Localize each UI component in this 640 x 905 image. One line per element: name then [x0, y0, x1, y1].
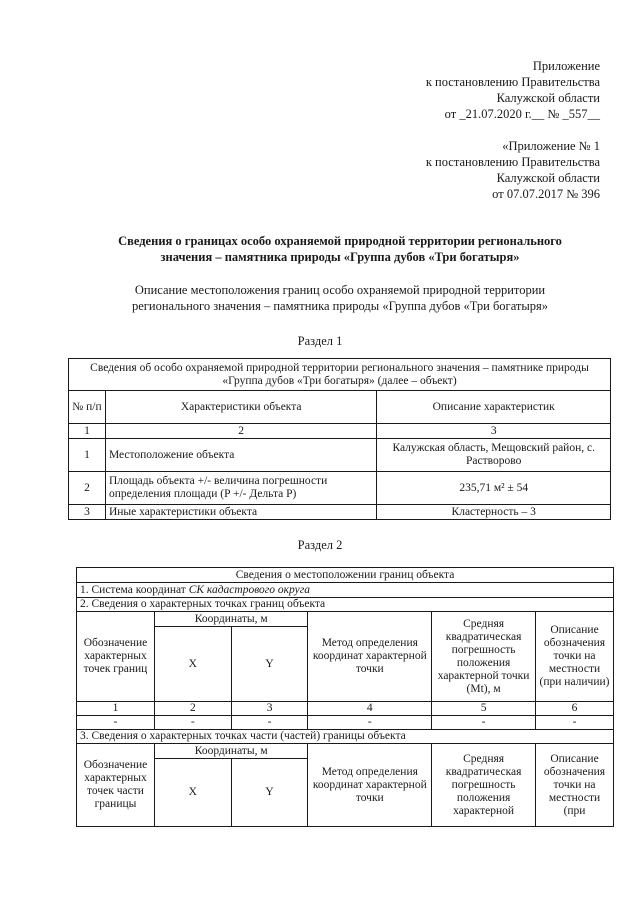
table-title: Сведения о местоположении границ объекта — [77, 568, 614, 583]
column-header: Координаты, м — [154, 744, 308, 759]
column-header: Y — [231, 627, 308, 702]
boundary-location-table — [76, 567, 614, 827]
table-row — [69, 439, 611, 472]
appendix-line: к постановлению Правительства — [425, 155, 600, 169]
section-1-label: Раздел 1 — [297, 334, 343, 348]
description-line: Описание местоположения границ особо охраняемой природной территории — [134, 283, 546, 297]
title-line: Сведения о границах особо охраняемой природной территории регионального — [118, 234, 562, 248]
coordinate-system-prefix: 1. Система координат — [80, 583, 189, 596]
column-header: Обозначение характерных точек части границы — [77, 744, 155, 827]
row-number: 3 — [69, 505, 106, 520]
appendix-date-number: от _21.07.2020 г.__ № _557__ — [444, 107, 600, 121]
document-title — [60, 233, 620, 265]
column-number: 5 — [432, 702, 536, 716]
column-header: Метод определения координат характерной точки — [308, 612, 432, 702]
part-points-section-title: 3. Сведения о характерных точках части (частей) границы объекта — [77, 730, 614, 744]
column-number: 2 — [105, 424, 376, 439]
coordinate-system-name: СК кадастрового округа — [188, 583, 310, 596]
column-header: Средняя квадратическая погрешность положения характерной — [432, 744, 536, 827]
object-info-table — [68, 358, 611, 520]
characteristic-value: Кластерность – 3 — [377, 505, 611, 520]
column-header: X — [154, 759, 231, 827]
column-header: Обозначение характерных точек границ — [77, 612, 155, 702]
row-number: 1 — [69, 439, 106, 472]
column-number: 4 — [308, 702, 432, 716]
column-number: 1 — [77, 702, 155, 716]
column-number: 6 — [536, 702, 614, 716]
appendix-line: Калужской области — [496, 171, 600, 185]
table-cell: - — [77, 716, 155, 730]
characteristic-value: Калужская область, Мещовский район, с. Растворово — [377, 439, 611, 472]
column-number: 1 — [69, 424, 106, 439]
table-cell: - — [536, 716, 614, 730]
section-2-label: Раздел 2 — [297, 538, 343, 552]
appendix-line: «Приложение № 1 — [502, 139, 600, 153]
column-header: Характеристики объекта — [105, 391, 376, 424]
table-row — [69, 505, 611, 520]
column-header: Средняя квадратическая погрешность положения характерной точки (Mt), м — [432, 612, 536, 702]
column-number: 3 — [231, 702, 308, 716]
points-section-title: 2. Сведения о характерных точках границ объекта — [77, 598, 614, 612]
row-number: 2 — [69, 472, 106, 505]
column-header: Координаты, м — [154, 612, 308, 627]
appendix-line: Приложение — [532, 59, 600, 73]
original-appendix-header — [426, 138, 600, 202]
table-title: Сведения об особо охраняемой природной территории регионального значения – памятнике природы «Группа дубов «Три богатыря» (далее – объект) — [69, 359, 611, 391]
characteristic-value: 235,71 м² ± 54 — [377, 472, 611, 505]
column-number: 2 — [154, 702, 231, 716]
column-header: № п/п — [69, 391, 106, 424]
column-header: Описание обозначения точки на местности (при наличии) — [536, 612, 614, 702]
appendix-line: Калужской области — [496, 91, 600, 105]
table-cell: - — [308, 716, 432, 730]
characteristic-name: Площадь объекта +/- величина погрешности определения площади (P +/- Дельта P) — [105, 472, 376, 505]
appendix-date-number: от 07.07.2017 № 396 — [492, 187, 600, 201]
column-header: Метод определения координат характерной точки — [308, 744, 432, 827]
table-cell: - — [432, 716, 536, 730]
title-line: значения – памятника природы «Группа дубов «Три богатыря» — [160, 250, 520, 264]
table-row — [69, 472, 611, 505]
column-number: 3 — [377, 424, 611, 439]
characteristic-name: Иные характеристики объекта — [105, 505, 376, 520]
appendix-header — [426, 58, 600, 122]
characteristic-name: Местоположение объекта — [105, 439, 376, 472]
column-header: Описание характеристик — [377, 391, 611, 424]
column-header: Y — [231, 759, 308, 827]
appendix-line: к постановлению Правительства — [425, 75, 600, 89]
document-description — [60, 282, 620, 314]
table-cell: - — [231, 716, 308, 730]
column-header: Описание обозначения точки на местности (при — [536, 744, 614, 827]
coordinate-system-row — [77, 583, 614, 598]
description-line: регионального значения – памятника природы «Группа дубов «Три богатыря» — [131, 299, 549, 313]
table-row — [77, 716, 614, 730]
column-header: X — [154, 627, 231, 702]
table-cell: - — [154, 716, 231, 730]
